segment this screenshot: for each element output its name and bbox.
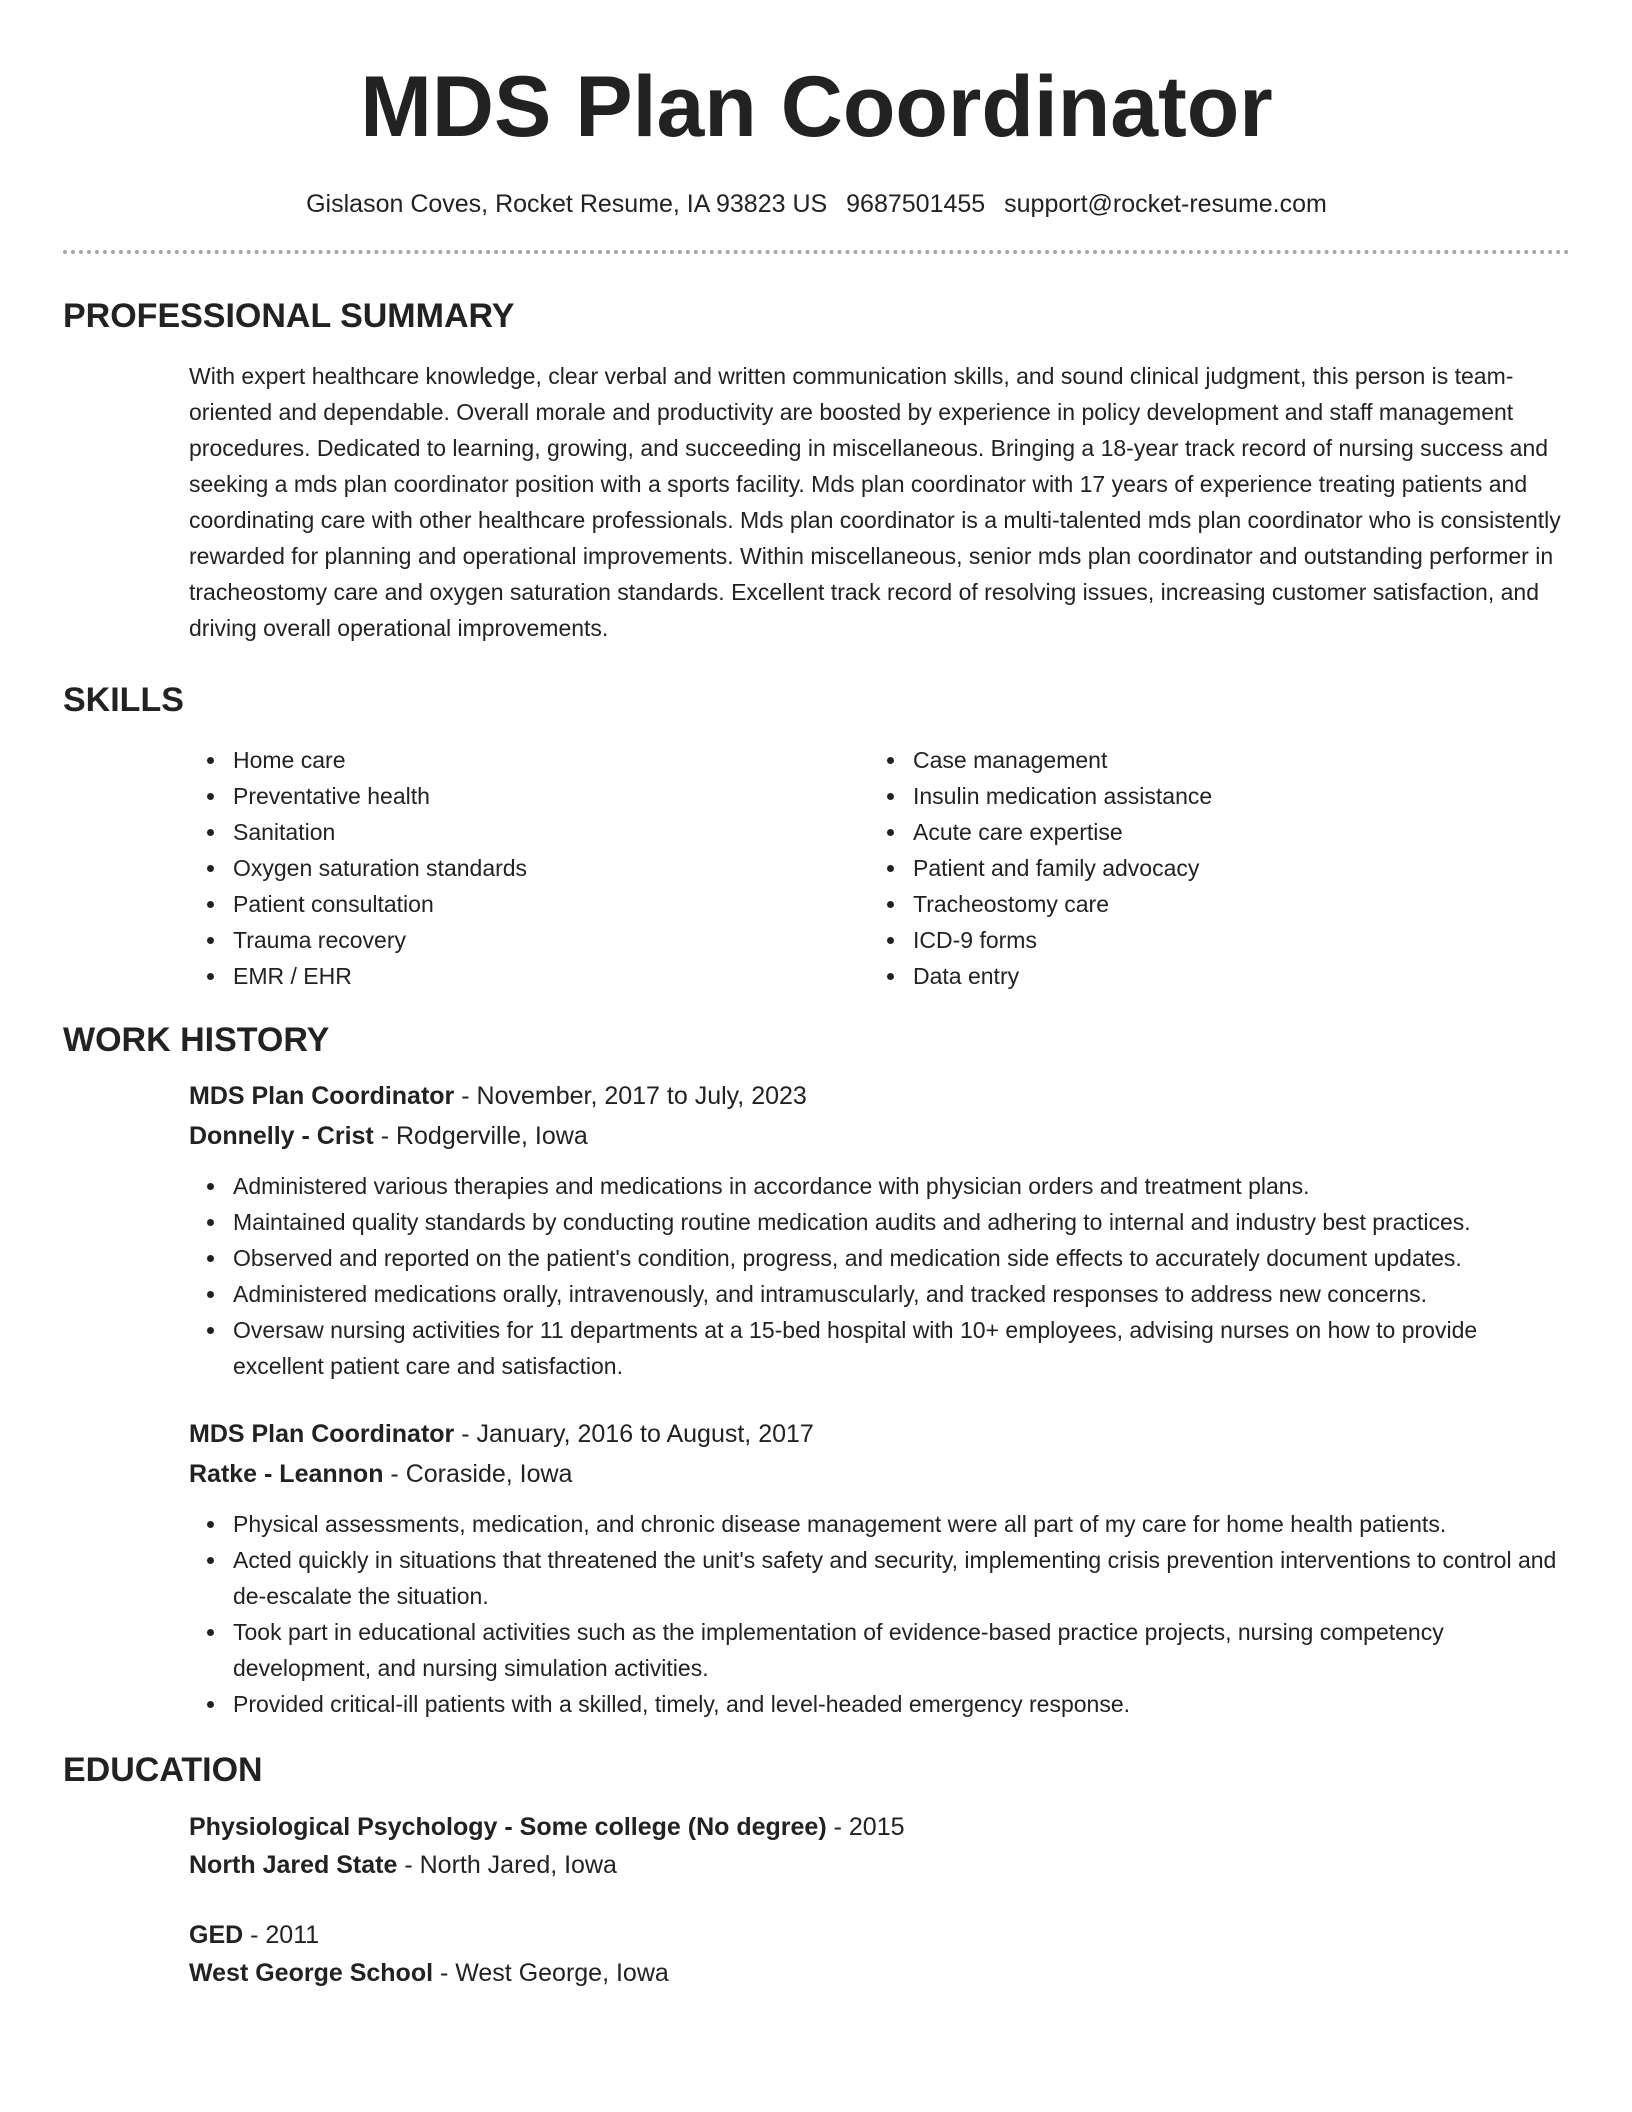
education-school-line xyxy=(189,1846,1570,1884)
header-divider xyxy=(63,250,1570,254)
education-entry xyxy=(189,1916,1570,1992)
contact-phone: 9687501455 xyxy=(846,190,986,218)
job-company-line xyxy=(189,1116,1570,1156)
education-year: - 2015 xyxy=(826,1813,905,1841)
skill-item: Trauma recovery xyxy=(233,922,869,958)
skill-item: Tracheostomy care xyxy=(913,886,1549,922)
job-location: - Rodgerville, Iowa xyxy=(373,1122,588,1150)
job-bullet: Administered medications orally, intravenously, and intramuscularly, and tracked responses to address new concerns. xyxy=(233,1276,1570,1312)
skills-columns xyxy=(189,742,1570,994)
candidate-name: MDS Plan Coordinator xyxy=(360,59,1273,155)
skill-item: EMR / EHR xyxy=(233,958,869,994)
job-bullet: Physical assessments, medication, and chronic disease management were all part of my care for home health patients. xyxy=(233,1506,1570,1542)
job-dates: - January, 2016 to August, 2017 xyxy=(454,1420,814,1448)
work-title: WORK HISTORY xyxy=(63,1021,330,1059)
job-location: - Coraside, Iowa xyxy=(383,1460,573,1488)
work-section xyxy=(63,1018,1570,1722)
education-location: - North Jared, Iowa xyxy=(397,1851,617,1879)
job-bullet: Administered various therapies and medications in accordance with physician orders and treatment plans. xyxy=(233,1168,1570,1204)
education-school: North Jared State xyxy=(189,1851,398,1879)
skill-item: Sanitation xyxy=(233,814,869,850)
skill-item: Acute care expertise xyxy=(913,814,1549,850)
education-title: EDUCATION xyxy=(63,1751,263,1789)
job-bullet: Oversaw nursing activities for 11 departments at a 15-bed hospital with 10+ employees, advising nurses on how to provide excellent patient care and satisfaction. xyxy=(233,1312,1570,1384)
job-title-line xyxy=(189,1076,1570,1116)
job-bullet: Acted quickly in situations that threatened the unit's safety and security, implementing crisis prevention interventions to control and de-escalate the situation. xyxy=(233,1542,1570,1614)
education-school-line xyxy=(189,1954,1570,1992)
job-role: MDS Plan Coordinator xyxy=(189,1420,455,1448)
skills-section xyxy=(63,678,1570,994)
job-company-line xyxy=(189,1454,1570,1494)
contact-line xyxy=(63,187,1570,221)
job-dates: - November, 2017 to July, 2023 xyxy=(454,1082,807,1110)
job-bullet: Observed and reported on the patient's condition, progress, and medication side effects to accurately document updates. xyxy=(233,1240,1570,1276)
job-entry xyxy=(189,1414,1570,1722)
job-title-line xyxy=(189,1414,1570,1454)
job-bullet: Took part in educational activities such as the implementation of evidence-based practice projects, nursing competency development, and nursing simulation activities. xyxy=(233,1614,1570,1686)
job-bullets xyxy=(189,1168,1570,1384)
skill-item: Preventative health xyxy=(233,778,869,814)
job-bullet: Maintained quality standards by conducting routine medication audits and adhering to internal and industry best practices. xyxy=(233,1204,1570,1240)
skill-item: Home care xyxy=(233,742,869,778)
job-company: Ratke - Leannon xyxy=(189,1460,384,1488)
skill-item: Case management xyxy=(913,742,1549,778)
job-bullet: Provided critical-ill patients with a skilled, timely, and level-headed emergency response. xyxy=(233,1686,1570,1722)
education-section xyxy=(63,1748,1570,1992)
education-degree-line xyxy=(189,1916,1570,1954)
summary-title: PROFESSIONAL SUMMARY xyxy=(63,297,515,335)
skill-item: Data entry xyxy=(913,958,1549,994)
education-degree: Physiological Psychology - Some college (No degree) xyxy=(189,1813,827,1841)
job-role: MDS Plan Coordinator xyxy=(189,1082,455,1110)
job-company: Donnelly - Crist xyxy=(189,1122,374,1150)
skill-item: Patient and family advocacy xyxy=(913,850,1549,886)
education-location: - West George, Iowa xyxy=(433,1959,669,1987)
skills-right-list xyxy=(869,742,1549,994)
education-school: West George School xyxy=(189,1959,434,1987)
education-degree-line xyxy=(189,1808,1570,1846)
skill-item: Patient consultation xyxy=(233,886,869,922)
education-entry xyxy=(189,1808,1570,1884)
summary-section xyxy=(63,294,1570,646)
education-year: - 2011 xyxy=(243,1921,320,1949)
contact-email: support@rocket-resume.com xyxy=(1004,190,1327,218)
skills-left-list xyxy=(189,742,869,994)
education-degree: GED xyxy=(189,1921,244,1949)
skill-item: Insulin medication assistance xyxy=(913,778,1549,814)
contact-address: Gislason Coves, Rocket Resume, IA 93823 US xyxy=(306,190,828,218)
skill-item: ICD-9 forms xyxy=(913,922,1549,958)
skills-title: SKILLS xyxy=(63,681,184,719)
summary-text: With expert healthcare knowledge, clear verbal and written communication skills, and sound clinical judgment, this person is team-oriented and dependable. Overall morale and productivity are boosted by experience in policy development and staff management procedures. Dedicated to learning, growing, and succeeding in miscellaneous. Bringing a 18-year track record of nursing success and seeking a mds plan coordinator position with a sports facility. Mds plan coordinator with 17 years of experience treating patients and coordinating care with other healthcare professionals. Mds plan coordinator is a multi-talented mds plan coordinator who is consistently rewarded for planning and operational improvements. Within miscellaneous, senior mds plan coordinator and outstanding performer in tracheostomy care and oxygen saturation standards. Excellent track record of resolving issues, increasing customer satisfaction, and driving overall operational improvements. xyxy=(189,363,1561,641)
job-entry xyxy=(189,1076,1570,1384)
skill-item: Oxygen saturation standards xyxy=(233,850,869,886)
job-bullets xyxy=(189,1506,1570,1722)
